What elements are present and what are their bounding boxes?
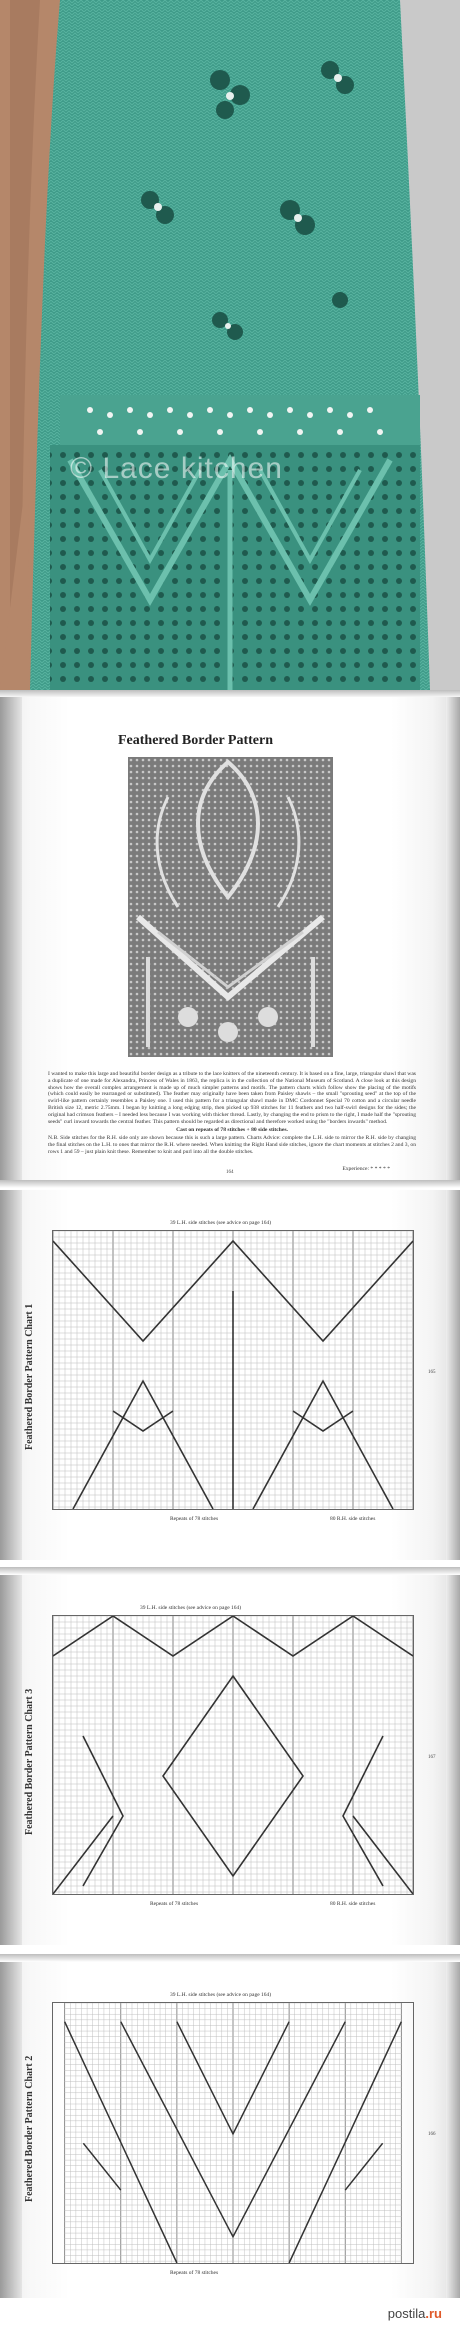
panel-separator bbox=[0, 1180, 460, 1188]
page-number: 166 bbox=[428, 2132, 436, 2137]
chart-side-note: 80 R.H. side stitches bbox=[330, 1516, 376, 1522]
chart-side-note: 80 R.H. side stitches bbox=[330, 1901, 376, 1907]
chart-title: Feathered Border Pattern Chart 3 bbox=[24, 1688, 35, 1835]
photo-watermark: © Lace kitchen bbox=[70, 452, 283, 485]
chart-page-3 bbox=[0, 1575, 460, 1945]
page-edge bbox=[446, 697, 460, 1180]
chart-title: Feathered Border Pattern Chart 1 bbox=[24, 1303, 35, 1450]
knitting-chart-grid bbox=[52, 1615, 414, 1895]
cast-on-instruction: Cast on repeats of 78 stitches + 80 side stitches. bbox=[176, 1127, 288, 1134]
pattern-description bbox=[48, 1071, 416, 1134]
knitting-chart-grid bbox=[52, 1230, 414, 1510]
book-page-text bbox=[0, 697, 460, 1180]
knitted-dress-photo bbox=[0, 0, 460, 690]
panel-separator bbox=[0, 1954, 460, 1962]
chart-top-note: 39 L.H. side stitches (see advice on page 164) bbox=[170, 1220, 272, 1226]
lace-border-photo bbox=[128, 757, 333, 1057]
chart-repeat-note: Repeats of 78 stitches bbox=[150, 1901, 199, 1907]
panel-separator bbox=[0, 1567, 460, 1575]
page-gutter bbox=[0, 1962, 22, 2298]
chart-repeat-note: Repeats of 78 stitches bbox=[170, 1516, 219, 1522]
chart-top-note: 39 L.H. side stitches (see advice on page 164) bbox=[140, 1605, 242, 1611]
chart-page-2 bbox=[0, 1962, 460, 2298]
page-edge bbox=[446, 1190, 460, 1560]
page-title: Feathered Border Pattern bbox=[118, 733, 273, 748]
dress-photo-drawing bbox=[0, 0, 460, 690]
chart-top-note: 39 L.H. side stitches (see advice on page 164) bbox=[170, 1992, 272, 1998]
page-edge bbox=[446, 1962, 460, 2298]
page-gutter bbox=[0, 1190, 22, 1560]
chart-title: Feathered Border Pattern Chart 2 bbox=[24, 2055, 35, 2202]
description-text: I wanted to make this large and beautiful border design as a tribute to the lace knitters of the nineteenth century. It is based on a fine, large, triangular shawl that was a duplicate of one made for Alexandra, Princess of Wales in 1863, the replica is in the collection of the National Museum of Scotland. A close look at this design shows how the overall complex arrangement is made up of much simpler patterns and motifs. The pattern charts which follow show the placing of the motifs (which could easily be rearranged or substituted). The feather may originally have been taken from Paisley shawls – the small "sprouting seed" at the top of the swirl-like pattern certainly resembles a Paisley one. I used this pattern for a triangular shawl made in DMC Cordonnet Special 70 cotton and a circular needle British size 12, metric 2.75mm. I began by knitting a long edging strip, then picked up 938 stitches for 11 feathers and two half-swirl designs for the sides; the original had crimson feathers – I needed less because I was working with thicker thread. Lastly, by changing the end to prism to the right, I made half the "sprouting seeds" curl inward towards the central feather. This pattern should be regarded as directional and therefore worked using the "borders inwards" method. bbox=[48, 1071, 416, 1125]
page-number: 167 bbox=[428, 1755, 436, 1760]
logo-suffix: .ru bbox=[425, 2306, 442, 2321]
knitting-chart-grid bbox=[52, 2002, 414, 2264]
logo-text: postila bbox=[387, 2306, 426, 2321]
chart-repeat-note: Repeats of 78 stitches bbox=[170, 2270, 219, 2276]
page-edge bbox=[446, 1575, 460, 1945]
page-number: 164 bbox=[226, 1170, 234, 1175]
chart-gridlines bbox=[53, 1616, 413, 1894]
page-number: 165 bbox=[428, 1370, 436, 1375]
page-gutter bbox=[0, 1575, 22, 1945]
experience-rating: Experience: * * * * * bbox=[342, 1166, 390, 1172]
side-stitch-note: N.B. Side stitches for the R.H. side only are shown because this is such a large pattern. Charts Advice: complete the L.H. side to mirror the R.H. side by changing the final stitches on the L.H. to ones that mirror the R.H. where needed. When knitting the Right Hand side stitches, ignore the chart moments at stitches 2 and 3, on rows 1 and 59 – just plain knit these. Remember to knit and purl into all the double stitches. bbox=[48, 1135, 416, 1155]
site-logo[interactable] bbox=[388, 2306, 442, 2321]
page-gutter bbox=[0, 697, 22, 1180]
chart-page-1 bbox=[0, 1190, 460, 1560]
